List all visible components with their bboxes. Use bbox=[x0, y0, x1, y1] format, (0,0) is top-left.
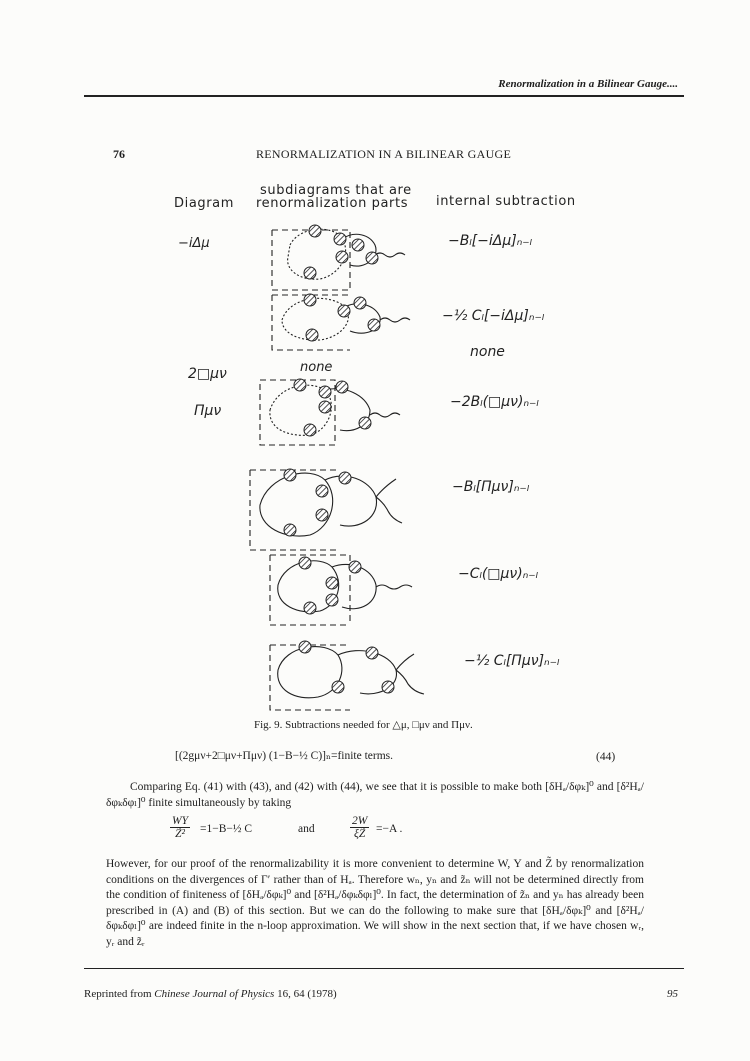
subtraction-term-6: −½ Cₗ[Πμν]ₙ₋ₗ bbox=[464, 653, 560, 669]
row-label-delta: −iΔμ bbox=[178, 236, 210, 251]
subtraction-term-4: −Bₗ[Πμν]ₙ₋ₗ bbox=[452, 479, 530, 495]
row-label-pi: Πμν bbox=[194, 403, 222, 419]
footer-page-number: 95 bbox=[667, 988, 678, 1000]
col-header-subdiagrams-2: renormalization parts bbox=[256, 196, 409, 211]
fraction-1-numerator: WY bbox=[172, 815, 188, 827]
journal-citation: 16, 64 (1978) bbox=[274, 988, 337, 1000]
feynman-diagram-6 bbox=[270, 641, 424, 710]
row-label-box: 2□μν bbox=[188, 366, 227, 382]
equation-take-and: and bbox=[298, 823, 315, 835]
subtraction-term-2: −½ Cₗ[−iΔμ]ₙ₋ₗ bbox=[442, 308, 545, 324]
equation-44-number: (44) bbox=[596, 751, 616, 763]
equation-take-rhs-1: =1−B−½ C bbox=[200, 823, 253, 835]
running-head: Renormalization in a Bilinear Gauge.... bbox=[498, 78, 678, 90]
subtraction-term-3: −2Bₗ(□μν)ₙ₋ₗ bbox=[450, 394, 539, 410]
subtraction-term-1: −Bₗ[−iΔμ]ₙ₋ₗ bbox=[448, 233, 532, 249]
feynman-diagram-4 bbox=[250, 469, 402, 550]
equation-44: [(2gμν+2□μν+Πμν) (1−B−½ C)]ₙ=finite terms. bbox=[175, 750, 394, 762]
feynman-diagram-2 bbox=[272, 294, 410, 350]
paragraph-however: However, for our proof of the renormalizability it is more convenient to determine W, Y and Z̃ by renormalization conditions on the divergences of Γ′ rather than of Hₐ. Therefore wₙ, yₙ and z̃ₙ will not be determined directly from the condition of finiteness of [δHₐ/δφₖ]⁰ and [δ²Hₐ/δφₖδφₗ]⁰. In fact, the determination of z̃ₙ and yₙ has already been prescribed in (A) and (B) of this section. But we can do the following to make sure that [δHₐ/δφₖ]⁰ and [δ²Hₐ/δφₖδφₗ]⁰ are indeed finite in the n-loop approximation. We will show in the next section that, if we have chosen wᵣ, yᵣ and z̃ᵣ bbox=[106, 858, 644, 948]
figure-9 bbox=[160, 175, 610, 715]
feynman-diagram-3 bbox=[260, 379, 400, 445]
subtraction-term-5: −Cₗ(□μν)ₙ₋ₗ bbox=[458, 566, 539, 582]
fraction-1-denominator: Z̃² bbox=[175, 828, 185, 840]
none-label-middle: none bbox=[300, 360, 333, 375]
paper-title: RENORMALIZATION IN A BILINEAR GAUGE bbox=[256, 147, 512, 161]
reprint-prefix: Reprinted from bbox=[84, 988, 155, 1000]
journal-name: Chinese Journal of Physics bbox=[154, 988, 275, 1000]
paragraph-comparing: Comparing Eq. (41) with (43), and (42) with (44), we see that it is possible to make both [δHₐ/δφₖ]⁰ and [δ²Hₐ/δφₖδφₗ]⁰ finite simultaneously by taking bbox=[106, 781, 644, 809]
fraction-2-denominator: ξZ̃ bbox=[354, 828, 366, 840]
figure-caption: Fig. 9. Subtractions needed for △μ, □μν and Πμν. bbox=[254, 719, 473, 731]
feynman-diagram-5 bbox=[270, 555, 412, 625]
equation-take bbox=[170, 815, 470, 855]
none-label-right: none bbox=[470, 344, 505, 360]
header-rule bbox=[84, 95, 684, 97]
col-header-subtraction: internal subtraction bbox=[436, 194, 576, 209]
footer-rule bbox=[84, 968, 684, 969]
reprint-note bbox=[84, 988, 337, 1000]
col-header-diagram: Diagram bbox=[174, 196, 235, 211]
col-header-subdiagrams-1: subdiagrams that are bbox=[260, 183, 412, 198]
fraction-2-numerator: 2W bbox=[352, 815, 368, 827]
page-number: 76 bbox=[113, 147, 125, 161]
equation-take-rhs-2: =−A . bbox=[376, 823, 403, 835]
feynman-diagram-1 bbox=[272, 225, 405, 290]
